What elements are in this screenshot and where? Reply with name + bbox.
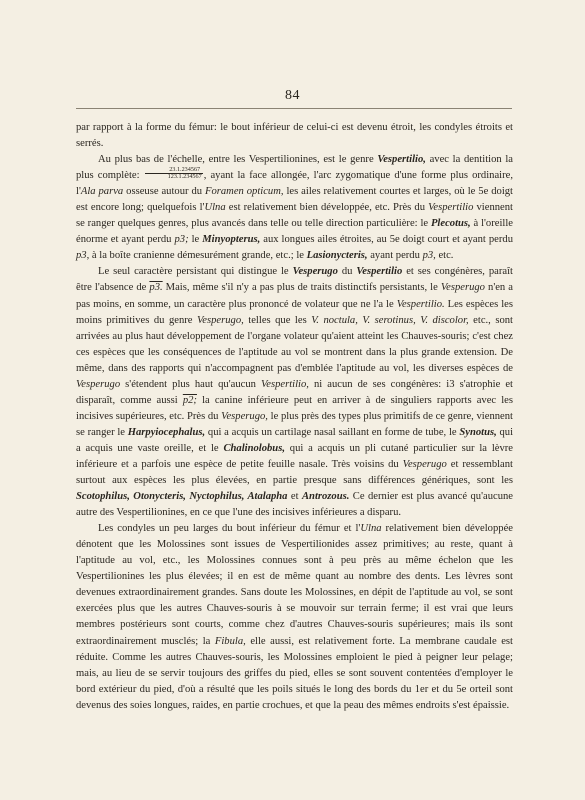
term: Ulna (204, 202, 226, 214)
text-run: qui a acquis un pli cutané particulier sur la lèvre inférieure et a parfois une espèce de petite feuille nasale. Très voisins du (76, 442, 513, 470)
genus-name: Plecotus, (430, 218, 471, 230)
genus-name: Antrozous. (301, 491, 350, 503)
text-run: Mais, même s'il n'y a pas plus de traits distinctifs persistants, le (162, 282, 441, 294)
tooth-label: p3; (174, 234, 189, 246)
text-run: Les espèces les moins primitives du genre (76, 298, 513, 326)
page-number: 84 (285, 88, 300, 103)
tooth-label: p3, (422, 250, 436, 262)
term: V. noctula, V. serotinus, V. discolor, (311, 314, 469, 326)
term: Ulna (360, 523, 382, 535)
text-run: osseuse autour du (123, 186, 205, 198)
text-run: viennent se ranger quelques genres, plus avancés dans telle ou telle direction particulière: le (76, 202, 513, 230)
text-run: Au plus bas de l'échelle, entre les Vespertilionines, est le genre (98, 154, 378, 166)
text-run: ayant perdu (367, 250, 423, 262)
text-run: et ressemblant surtout aux espèces les plus élevées, en partie presque sans différences génériques, sont les (76, 458, 514, 487)
text-run: à l'oreille énorme et ayant perdu (76, 218, 513, 246)
text-run: à la boîte cranienne démesurément grande, etc.; le (89, 250, 307, 262)
paragraph-3 (76, 264, 513, 521)
term: Vesperugo, (221, 410, 268, 422)
formula-numerator: 23.1.234567 (145, 167, 203, 175)
term: Fibula, (214, 635, 246, 647)
paragraph-4 (76, 521, 513, 714)
header-rule (76, 108, 512, 109)
genus-name: Lasionycteris, (306, 250, 368, 262)
genus-name: Vespertilio, (377, 154, 426, 166)
text-run: relativement bien développée dénotent que les Molossines sont issues de Vespertilionides assez primitives; au reste, quant à l'aptitude au vol, etc., les Molossines connues sont à peu près au même échelon que les Vespertilionines les plus élevées; il en est de même quant au nombre des dents. Les lèvres sont devenues extraordinairement grandes. Sans doute les Molossines, en dépit de l'aptitude au vol, se sont exercées plus que les autres Chauves-souris à se mouvoir sur terrain ferme; il est vrai que leurs membres postérieurs sont courts, comme chez d'autres Chauves-souris supérieures; mais ils sont extraordinairement musclés; la (76, 523, 513, 647)
genus-name: Synotus, (459, 426, 497, 438)
dental-formula (145, 167, 203, 181)
term: Ala parva (80, 186, 124, 198)
text-run: le (188, 234, 203, 246)
paragraph-1 (76, 120, 513, 152)
genus-name: Minyopterus, (202, 234, 261, 246)
text-run: , ayant la face allongée, l'arc zygomatique d'une forme plus ordinaire, l' (76, 170, 513, 198)
genus-name: Vesperugo (292, 266, 338, 278)
text-run: qui a acquis une vaste oreille, et le (76, 426, 514, 454)
text-run: telles que les (243, 314, 312, 326)
text-run: les ailes relativement courtes et larges, où le 5e doigt est encore long; quelquefois l' (76, 186, 514, 214)
text-run: le plus près des types plus primitifs de ce genre, viennent se ranger le (76, 410, 513, 438)
tooth-label: p2; (182, 394, 197, 406)
term: Vespertilio. (396, 298, 445, 310)
genus-name: Vespertilio (356, 266, 403, 278)
text-run: Le seul caractère persistant qui distingue le (98, 266, 293, 278)
text-run: et ses congénères, paraît être l'absence de (76, 266, 513, 294)
formula-denominator: 123.1.234567 (167, 173, 202, 181)
text-run: Ce dernier est plus avancé qu'aucune autre des Vespertilionines, en ce que l'une des incisives inférieures a disparu. (76, 491, 514, 519)
term: Vesperugo (440, 282, 485, 294)
tooth-label: p3, (76, 250, 90, 262)
term: Vesperugo, (196, 314, 244, 326)
body-text (76, 120, 513, 714)
genus-name: Chalinolobus, (223, 442, 285, 454)
tooth-label: p3. (149, 282, 163, 294)
genus-name: Harpyiocephalus, (127, 426, 206, 438)
text-run: qui a acquis un cartilage nasal saillant en forme de tube, le (205, 426, 460, 438)
genus-name: Scotophilus, Otonycteris, Nyctophilus, Atalapha (76, 491, 288, 503)
term: Vespertilio, (260, 378, 309, 390)
text-run: la canine inférieure peut en arriver à de singuliers rapports avec les incisives supérieures, etc. Près du (76, 394, 513, 422)
text-run: etc. (435, 250, 454, 262)
text-run: elle aussi, est relativement forte. La membrane caudale est réduite. Comme les autres Chauves-souris, les Molossines emploient le pied à peigner leur pelage; mais, au lieu de se servir toujours des griffes du pied, elles se sont souvent contentées d'employer le bord extérieur du pied, d'où a résulté que les poils situés le long des bords du 1er et du 5e orteil sont devenus des soies longues, raides, en partie crochues, et que la peau des mêmes endroits s'est épaissie. (76, 635, 513, 711)
text-run: et (287, 491, 302, 503)
term: Vesperugo (76, 378, 121, 390)
paragraph-2 (76, 152, 513, 264)
text-run: s'étendent plus haut qu'aucun (120, 378, 261, 390)
text-run: Les condyles un peu larges du bout inférieur du fémur et l' (98, 523, 361, 535)
term: Foramen opticum, (204, 186, 284, 198)
text-run: du (337, 266, 357, 278)
term: Vespertilio (428, 202, 474, 214)
text-run: ni aucun de ses congénères: i3 s'atrophie et disparaît, comme aussi (76, 378, 514, 406)
text-run: etc., sont arrivées au plus haut développement de l'organe volateur qu'aient atteint les Chauves-souris; c'est chez ces espèces que les conséquences de l'aptitude au vol se montrent dans la plus grande extension. De même, dans des rapports qui n'accompagnent pas d'emblée l'aptitude au vol, les diverses espèces de (76, 314, 513, 374)
term: Vesperugo (402, 458, 447, 470)
text-run: avec la dentition la plus complète: (76, 154, 513, 182)
text-run: n'en a pas moins, en somme, un caractère plus prononcé de volateur que ne l'a le (76, 282, 513, 310)
text-run: est relativement bien développée, etc. Près du (225, 202, 429, 214)
text-run: aux longues ailes étroites, au 5e doigt court et ayant perdu (260, 234, 513, 246)
text-run: par rapport à la forme du fémur: le bout inférieur de celui-ci est devenu étroit, les condyles étroits et serrés. (76, 122, 513, 150)
